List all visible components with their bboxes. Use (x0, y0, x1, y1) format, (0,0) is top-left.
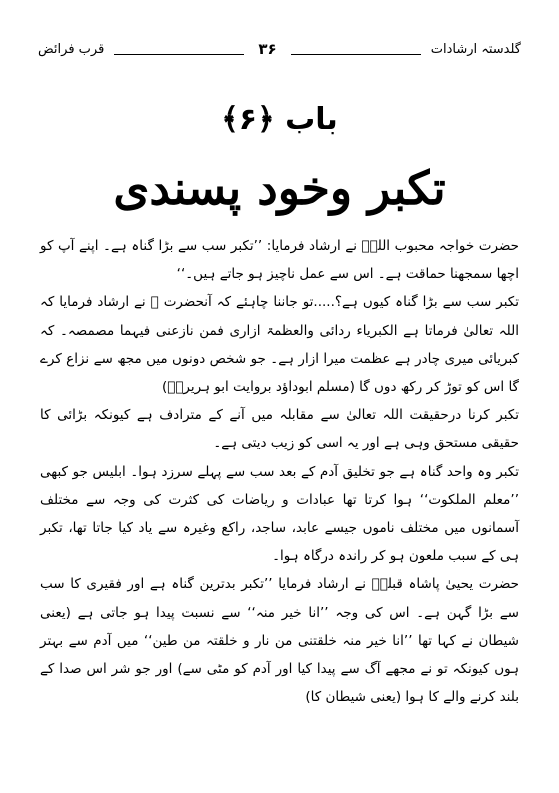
header-rule-left (291, 54, 421, 55)
paragraph: تکبر وہ واحد گناہ ہے جو تخلیق آدم کے بعد سب سے پہلے سرزد ہوا۔ ابلیس جو کبھی ’’معلم الملکوت‘‘ ہوا کرتا تھا عبادات و ریاضات کی کثرت کی وجہ سے مختلف آسمانوں میں مختلف ناموں جیسے عابد، ساجد، راکع وغیرہ سے یاد کیا جاتا تھا، تکبر ہی کے سبب ملعون ہو کر راندہ درگاہ ہوا۔ (40, 463, 519, 565)
chapter-label: باب ﴿۶﴾ (221, 102, 338, 137)
paragraph: حضرت یحییٰ پاشاہ قبلہؒ نے ارشاد فرمایا ’’تکبر بدترین گناہ ہے اور فقیری کا سب سے بڑا گہن ہے۔ اس کی وجہ ’’انا خیر منہ‘‘ سے نسبت پیدا ہو جاتی ہے (یعنی شیطان نے کہا تھا ’’انا خیر منہ خلقتنی من نار و خلقتہ من طین‘‘ میں آدم سے بہتر ہوں کیونکہ تو نے مجھے آگ سے پیدا کیا اور آدم کو مٹی سے) اور جو شر اس صدا کے بلند کرنے والے کا ہوا (یعنی شیطان کا) (40, 576, 519, 706)
paragraph: تکبر کرنا درحقیقت اللہ تعالیٰ سے مقابلہ میں آنے کے مترادف ہے کیونکہ بڑائی کا حقیقی مستحق وہی ہے اور یہ اسی کو زیب دیتی ہے۔ (40, 407, 519, 452)
paragraph: حضرت خواجہ محبوب اللہؒ نے ارشاد فرمایا: ’’تکبر سب سے بڑا گناہ ہے۔ اپنے آپ کو اچھا سمجھنا حماقت ہے۔ اس سے عمل ناچیز ہو جاتے ہیں۔‘‘ (40, 238, 519, 283)
header-rule-right (114, 54, 244, 55)
page-number: ۳۶ (258, 40, 277, 58)
paragraph: تکبر سب سے بڑا گناہ کیوں ہے؟.....تو جاننا چاہئے کہ آنحضرت ﷺ نے ارشاد فرمایا کہ اللہ تعالیٰ فرماتا ہے الکبریاء ردائی والعظمۃ ازاری فمن نازعنی فیہما مصمصہ۔ کہ کبریائی میری چادر ہے عظمت میرا ازار ہے۔ جو شخص دونوں میں مجھ سے نزاع کرے گا اس کو توڑ کر رکھ دوں گا (مسلم ابوداؤد بروایت ابو ہریرہؓ) (40, 294, 519, 396)
chapter-title: تکبر وخود پسندی (113, 161, 446, 215)
running-header-section-title: قرب فرائض (37, 41, 105, 57)
body-text (40, 232, 519, 711)
running-header-book-title: گلدستہ ارشادات (430, 41, 521, 57)
running-header (38, 36, 521, 62)
